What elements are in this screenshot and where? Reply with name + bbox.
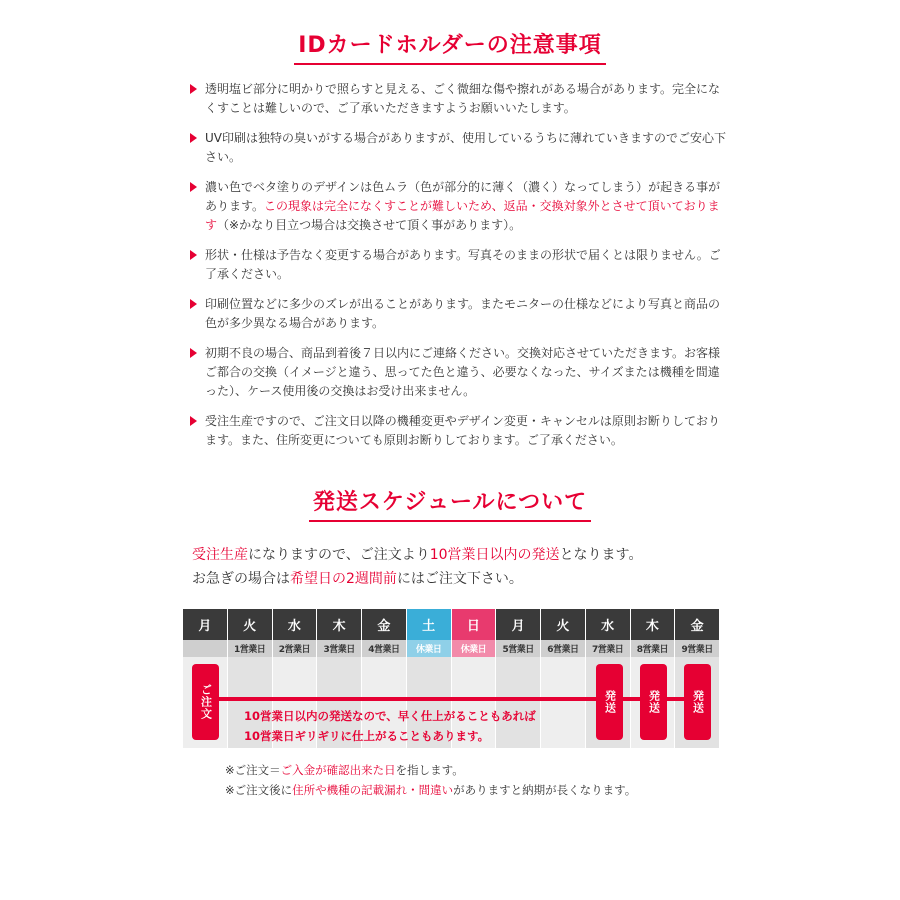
note-text: 初期不良の場合、商品到着後７日以内にご連絡ください。交換対応させていただきます。	[205, 346, 685, 360]
calendar-label-cell: 1営業日	[228, 640, 273, 657]
triangle-bullet-icon	[190, 299, 197, 309]
schedule-title: 発送スケジュールについて	[309, 485, 591, 522]
note-text: UV印刷は独特の臭いがする場合がありますが、使用しているうちに薄れていきますの	[205, 131, 666, 145]
ship-tag-9: 発送	[640, 664, 667, 740]
footnote-text: を指します。	[395, 763, 464, 777]
note-text: 印刷位置などに多少のズレが出ることがあります。またモニターの仕様などにより写真	[205, 297, 673, 311]
footnote-text: ※ご注文後に	[225, 783, 293, 797]
lead-emphasis: 希望日の2週間前	[290, 571, 397, 587]
calendar-day-cell: 金	[362, 609, 407, 640]
calendar-day-cell: 土	[407, 609, 452, 640]
calendar-label-cell: 7営業日	[586, 640, 631, 657]
footnote-text: がありますと納期が長くなります。	[453, 783, 637, 797]
calendar-day-cell: 火	[228, 609, 273, 640]
note-text: でご安心下さい。	[205, 131, 727, 164]
calendar-label-cell: 8営業日	[631, 640, 676, 657]
note-item	[188, 412, 728, 450]
calendar-note-line-1: 10営業日以内の発送なので、早く仕上がることもあれば	[244, 709, 536, 723]
order-tag: ご注文	[192, 664, 219, 740]
note-item	[188, 178, 728, 235]
footnote-emphasis: 住所や機種の記載漏れ・間違い	[292, 783, 454, 797]
lead-text: お急ぎの場合は	[192, 571, 290, 587]
note-item	[188, 129, 728, 167]
calendar-note-line-2: 10営業日ギリギリに仕上がることもあります。	[244, 729, 490, 743]
triangle-bullet-icon	[190, 133, 197, 143]
calendar-label-row	[183, 640, 720, 657]
schedule-footnotes	[225, 760, 636, 800]
note-item	[188, 246, 728, 284]
calendar-day-cell: 日	[452, 609, 497, 640]
schedule-lead	[192, 543, 752, 591]
notes-title: IDカードホルダーの注意事項	[294, 28, 606, 65]
lead-line	[192, 543, 752, 567]
calendar-label-cell: 4営業日	[362, 640, 407, 657]
note-item	[188, 344, 728, 401]
calendar-label-cell: 5営業日	[496, 640, 541, 657]
note-text: しております。また、住所変更についても原則お断りしております。ご了承ください。	[205, 414, 720, 447]
calendar-day-cell: 水	[273, 609, 318, 640]
note-text: （※かなり目立つ場合は交換させて頂く事があります）。	[217, 218, 522, 232]
notes-list	[188, 80, 728, 461]
note-emphasis: 外とさせて頂いております	[205, 199, 720, 232]
calendar-day-cell: 火	[541, 609, 586, 640]
triangle-bullet-icon	[190, 182, 197, 192]
note-text: 濃い色でベタ塗りのデザインは色ムラ（色が部分的に薄く（濃く）なってしまう）が	[205, 180, 661, 194]
lead-text: にはご注文下さい。	[396, 571, 523, 587]
notes-title-wrap	[0, 28, 900, 65]
calendar-label-cell	[183, 640, 228, 657]
note-text: せん。ご了承ください。	[205, 248, 721, 281]
note-emphasis: この現象は完全になくすことが難しいため、返品・交換対象	[264, 199, 588, 213]
calendar-day-row	[183, 609, 720, 640]
calendar-label-cell: 3営業日	[317, 640, 362, 657]
note-item	[188, 295, 728, 333]
calendar-body-cell	[541, 657, 586, 748]
lead-emphasis: 受注生産	[192, 547, 248, 563]
lead-line	[192, 567, 752, 591]
lead-text: となります。	[559, 547, 643, 563]
calendar-label-cell: 6営業日	[541, 640, 586, 657]
calendar-day-cell: 金	[675, 609, 720, 640]
calendar-note	[244, 706, 536, 746]
calendar-day-cell: 木	[631, 609, 676, 640]
footnote-line	[225, 780, 636, 800]
triangle-bullet-icon	[190, 348, 197, 358]
note-text: 受注生産ですので、ご注文日以降の機種変更やデザイン変更・キャンセルは原則お断り	[205, 414, 672, 428]
lead-text: になりますので、ご注文より	[248, 547, 430, 563]
ship-tag-10: 発送	[684, 664, 711, 740]
triangle-bullet-icon	[190, 84, 197, 94]
footnote-emphasis: ご入金が確認出来た日	[280, 763, 396, 777]
calendar-label-cell: 2営業日	[273, 640, 318, 657]
calendar-day-cell: 月	[183, 609, 228, 640]
calendar-label-cell: 9営業日	[675, 640, 720, 657]
note-text: 形状・仕様は予告なく変更する場合があります。写真そのままの形状で届くとは限りま	[205, 248, 673, 262]
note-text: は機種を間違った）、ケース使用後の交換はお受け出来ません。	[205, 365, 720, 398]
note-text: お客様ご都合の交換（イメージと違う、思ってた色と違う、必要なくなった、サイズまた	[205, 346, 721, 379]
note-text: 起きる事があります。	[205, 180, 721, 213]
note-item	[188, 80, 728, 118]
calendar-label-cell: 休業日	[407, 640, 452, 657]
triangle-bullet-icon	[190, 250, 197, 260]
calendar-day-cell: 木	[317, 609, 362, 640]
note-text: と商品の色が多少異なる場合があります。	[205, 297, 721, 330]
triangle-bullet-icon	[190, 416, 197, 426]
calendar-label-cell: 休業日	[452, 640, 497, 657]
footnote-text: ※ご注文＝	[225, 763, 281, 777]
footnote-line	[225, 760, 636, 780]
calendar-day-cell: 水	[586, 609, 631, 640]
schedule-title-wrap	[0, 485, 900, 522]
lead-emphasis: 10営業日以内の発送	[429, 547, 560, 563]
note-text: す。完全になくすことは難しいので、ご了承いただきますようお願いいたします。	[205, 82, 721, 115]
schedule-timeline-line	[218, 697, 698, 701]
note-text: 透明塩ビ部分に明かりで照らすと見える、ごく微細な傷や擦れがある場合がありま	[205, 82, 650, 96]
calendar-day-cell: 月	[496, 609, 541, 640]
ship-tag-8: 発送	[596, 664, 623, 740]
